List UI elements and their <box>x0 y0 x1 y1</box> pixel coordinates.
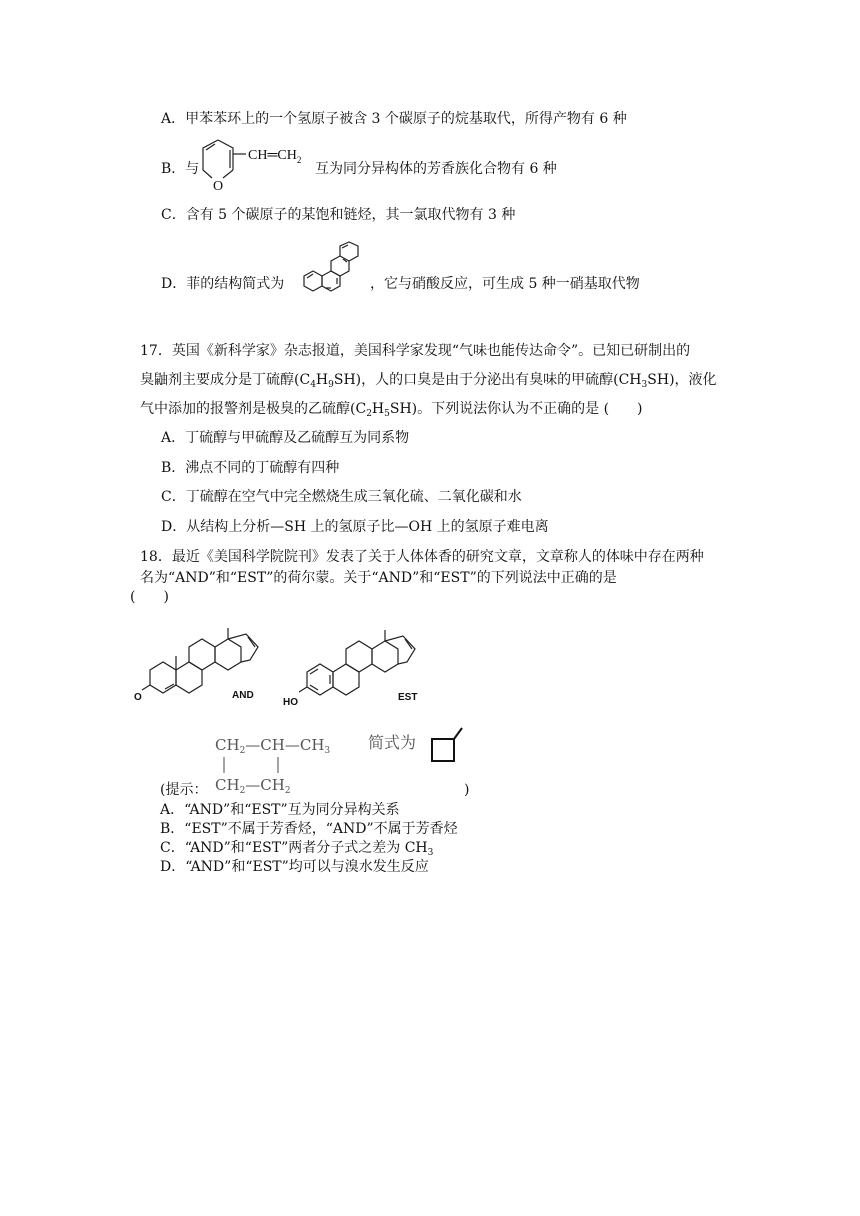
svg-text:CH═CH2: $CH═CH_2$ <box>248 148 302 165</box>
hint-prefix: (提示： <box>160 782 208 798</box>
q17-option-a: A．丁硫醇与甲硫醇及乙硫醇互为同系物 <box>161 430 410 446</box>
phenanthrene-structure <box>294 238 364 306</box>
q17-option-b: B．沸点不同的丁硫醇有四种 <box>161 460 340 476</box>
vinyl-group-label: CH═CH <box>248 148 297 163</box>
and-label: AND <box>232 690 254 701</box>
q16-option-d-prefix: D．菲的结构简式为 <box>161 276 285 292</box>
q18-option-c: C．“AND”和“EST”两者分子式之差为 $CH_3$ <box>160 840 434 858</box>
q18-stem-line3: ( ) <box>130 589 169 605</box>
q17-stem-line2: 臭鼬剂主要成分是丁硫醇$(C_4H_9SH)$，人的口臭是由于分泌出有臭味的甲硫醇$(CH_3SH)$，液化 <box>140 372 717 390</box>
hint-bond-lines <box>220 755 290 775</box>
q16-option-b-prefix: B．与 <box>161 161 200 177</box>
q16-option-a: A．甲苯苯环上的一个氢原子被含 3 个碳原子的烷基取代，所得产物有 6 种 <box>161 111 627 127</box>
hint-jianshi-text: 简式为 <box>368 733 417 752</box>
pyran-vinyl-structure <box>200 134 315 194</box>
q16-option-b-text: 互为同分异构体的芳香族化合物有 6 种 <box>315 161 557 177</box>
q17-option-d: D．从结构上分析—SH 上的氢原子比—OH 上的氢原子难电离 <box>161 519 549 535</box>
q16-option-c: C．含有 5 个碳原子的某饱和链烃，其一氯取代物有 3 种 <box>161 207 516 223</box>
hint-formula-bottom: $CH_2—CH_2$ <box>215 776 291 796</box>
q18-stem-line2: 名为“AND”和“EST”的荷尔蒙。关于“AND”和“EST”的下列说法中正确的是 <box>140 570 617 586</box>
ketone-oxygen-label: O <box>134 692 142 703</box>
est-label: EST <box>398 692 418 703</box>
q18-option-a: A．“AND”和“EST”互为同分异构关系 <box>160 802 400 818</box>
q18-option-d: D．“AND”和“EST”均可以与溴水发生反应 <box>160 859 429 875</box>
q17-option-c: C．丁硫醇在空气中完全燃烧生成三氧化硫、二氧化碳和水 <box>161 489 522 505</box>
q16-option-d-text: ，它与硝酸反应，可生成 5 种一硝基取代物 <box>370 276 640 292</box>
hint-suffix: ) <box>464 782 470 798</box>
q18-stem-line1: 18．最近《美国科学院院刊》发表了关于人体体香的研究文章，文章称人的体味中存在两种 <box>140 549 704 565</box>
ring-oxygen-label: O <box>213 179 224 194</box>
and-steroid-structure <box>132 622 282 712</box>
hydroxyl-label: HO <box>283 697 298 708</box>
est-steroid-structure <box>283 624 433 714</box>
q17-stem-line3: 气中添加的报警剂是极臭的乙硫醇$(C_2H_5SH)$。下列说法你认为不正确的是 ( ) <box>140 401 643 419</box>
q18-option-b: B．“EST”不属于芳香烃，“AND”不属于芳香烃 <box>160 821 458 837</box>
cyclobutane-methyl-icon <box>430 724 470 766</box>
hint-formula-top: $CH_2—CH—CH_3$ <box>215 736 331 756</box>
q17-stem-line1: 17．英国《新科学家》杂志报道，美国科学家发现“气味也能传达命令”。已知已研制出的 <box>140 343 691 359</box>
